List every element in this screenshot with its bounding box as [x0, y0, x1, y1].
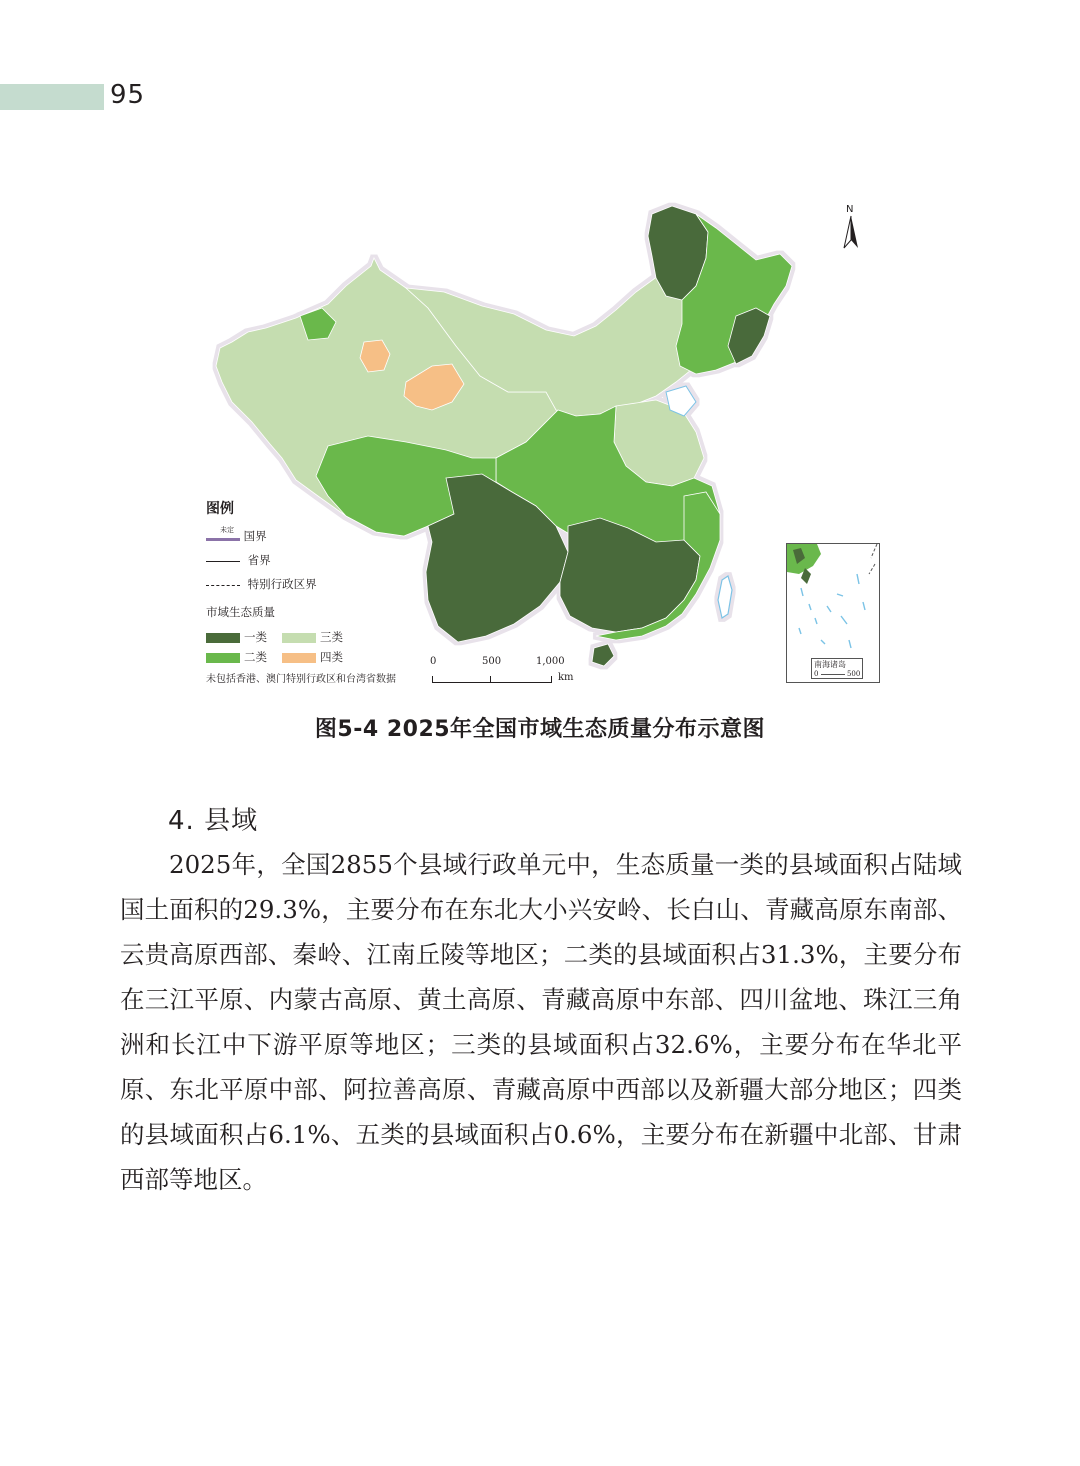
legend-quality-title: 市域生态质量 [206, 605, 275, 619]
map-legend [200, 498, 440, 688]
legend-title: 图例 [206, 501, 234, 517]
legend-national-border: 未定 国界 [206, 528, 267, 544]
legend-class-2: 二类 [206, 649, 267, 665]
header-color-band [0, 84, 104, 110]
legend-class-3: 三类 [282, 629, 343, 645]
inset-label: 南海诸岛 0 500 [811, 658, 863, 679]
section-heading: 4. 县域 [168, 806, 259, 836]
legend-class-4: 四类 [282, 649, 343, 665]
south-china-sea-inset [786, 543, 880, 683]
scale-bar: 0 500 1,000 km [430, 656, 574, 683]
legend-province-border: 省界 [206, 552, 271, 568]
region-taiwan [718, 576, 732, 618]
legend-class-1: 一类 [206, 629, 267, 645]
north-label: N [846, 204, 854, 215]
north-arrow [840, 204, 862, 252]
page-number: 95 [110, 80, 146, 110]
body-paragraph: 2025年，全国2855个县域行政单元中，生态质量一类的县域面积占陆域国土面积的29.3%，主要分布在东北大小兴安岭、长白山、青藏高原东南部、云贵高原西部、秦岭、江南丘陵等地区；二类的县域面积占31.3%，主要分布在三江平原、内蒙古高原、黄土高原、青藏高原中东部、四川盆地、珠江三角洲和长江中下游平原等地区；三类的县域面积占32.6%，主要分布在华北平原、东北平原中部、阿拉善高原、青藏高原中西部以及新疆大部分地区；四类的县域面积占6.1%、五类的县域面积占0.6%，主要分布在新疆中北部、甘肃西部等地区。 [120, 850, 962, 1194]
figure-caption: 图5-4 2025年全国市域生态质量分布示意图 [314, 717, 766, 742]
region-hainan [592, 644, 614, 666]
legend-note: 未包括香港、澳门特别行政区和台湾省数据 [206, 674, 396, 685]
legend-sar-border: 特别行政区界 [206, 576, 317, 592]
